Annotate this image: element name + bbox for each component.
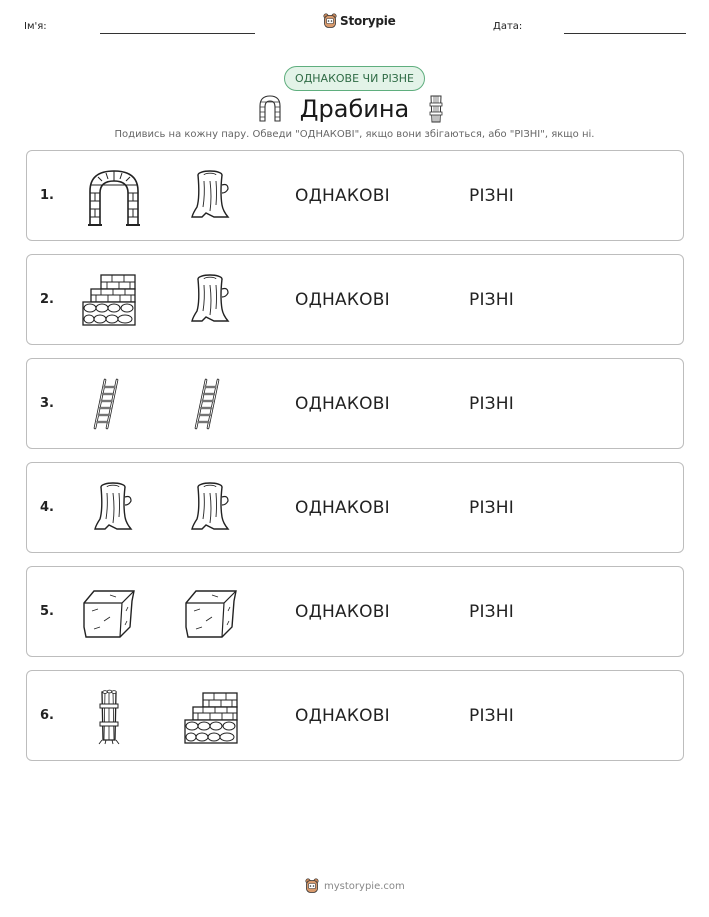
arch-icon <box>86 167 144 227</box>
stone-wall-icon <box>81 273 139 329</box>
row-number: 1. <box>40 188 54 203</box>
option-different[interactable]: РІЗНІ <box>469 498 514 518</box>
log-bundle-icon <box>428 94 444 124</box>
row-number: 6. <box>40 708 54 723</box>
brand-name: Storypie <box>340 14 396 28</box>
option-different[interactable]: РІЗНІ <box>469 290 514 310</box>
option-same[interactable]: ОДНАКОВІ <box>295 706 390 726</box>
pair-row-1 <box>26 150 684 241</box>
option-different[interactable]: РІЗНІ <box>469 186 514 206</box>
title-row <box>0 92 709 126</box>
brand-logo <box>323 13 396 29</box>
option-same[interactable]: ОДНАКОВІ <box>295 602 390 622</box>
ladder-icon <box>192 376 224 434</box>
pair-row-6 <box>26 670 684 761</box>
pair-row-3 <box>26 358 684 449</box>
name-field[interactable] <box>100 33 255 34</box>
option-same[interactable]: ОДНАКОВІ <box>295 290 390 310</box>
bear-icon <box>323 13 337 29</box>
stone-wall-icon <box>183 691 241 747</box>
stump-icon <box>190 479 230 535</box>
pair-row-5 <box>26 566 684 657</box>
option-same[interactable]: ОДНАКОВІ <box>295 498 390 518</box>
stump-icon <box>190 271 230 327</box>
ladder-icon <box>91 376 123 434</box>
footer <box>305 878 405 894</box>
option-same[interactable]: ОДНАКОВІ <box>295 186 390 206</box>
pair-row-4 <box>26 462 684 553</box>
page-title: Драбина <box>299 95 410 123</box>
instructions: Подивись на кожну пару. Обведи "ОДНАКОВІ", якщо вони збігаються, або "РІЗНІ", якщо ні. <box>114 129 595 140</box>
stone-block-icon <box>182 587 240 641</box>
option-different[interactable]: РІЗНІ <box>469 602 514 622</box>
option-different[interactable]: РІЗНІ <box>469 706 514 726</box>
option-same[interactable]: ОДНАКОВІ <box>295 394 390 414</box>
stump-icon <box>93 479 133 535</box>
row-number: 4. <box>40 500 54 515</box>
log-bundle-icon <box>96 688 122 746</box>
row-number: 5. <box>40 604 54 619</box>
pair-row-2 <box>26 254 684 345</box>
bear-icon <box>305 878 319 894</box>
date-field[interactable] <box>564 33 686 34</box>
date-label: Дата: <box>493 21 523 32</box>
row-number: 2. <box>40 292 54 307</box>
stump-icon <box>190 167 230 223</box>
footer-link[interactable]: mystorypie.com <box>324 880 405 892</box>
option-different[interactable]: РІЗНІ <box>469 394 514 414</box>
name-label: Ім'я: <box>24 21 47 32</box>
stone-block-icon <box>80 587 138 641</box>
category-badge: ОДНАКОВЕ ЧИ РІЗНЕ <box>284 66 425 91</box>
row-number: 3. <box>40 396 54 411</box>
